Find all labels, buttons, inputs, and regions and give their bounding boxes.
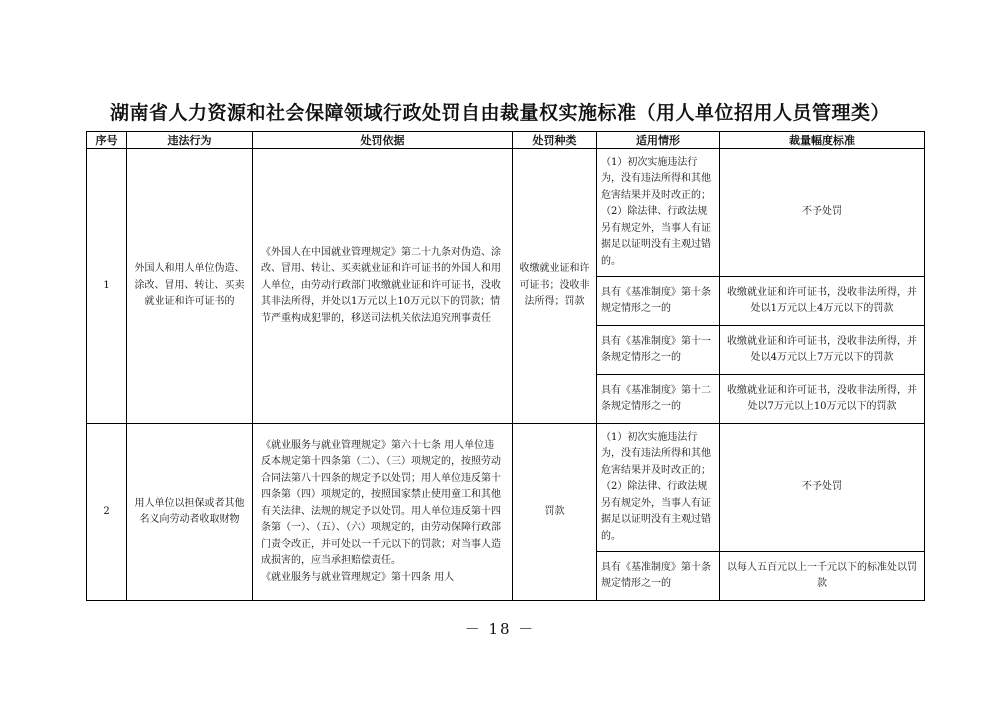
- header-condition: 适用情形: [597, 132, 720, 149]
- row-standard: 收缴就业证和许可证书，没收非法所得，并处以4万元以上7万元以下的罚款: [720, 326, 925, 375]
- header-basis: 处罚依据: [253, 132, 513, 149]
- row-condition: 具有《基准制度》第十条规定情形之一的: [597, 277, 720, 326]
- row-standard: 收缴就业证和许可证书，没收非法所得，并处以1万元以上4万元以下的罚款: [720, 277, 925, 326]
- row-condition: 具有《基准制度》第十二条规定情形之一的: [597, 375, 720, 424]
- header-violation: 违法行为: [127, 132, 253, 149]
- table-row: [87, 424, 925, 552]
- row-violation: 外国人和用人单位伪造、涂改、冒用、转让、买卖就业证和许可证书的: [127, 149, 253, 424]
- header-type: 处罚种类: [513, 132, 597, 149]
- row-condition: 具有《基准制度》第十一条规定情形之一的: [597, 326, 720, 375]
- row-penalty-type: 收缴就业证和许可证书；没收非法所得；罚款: [513, 149, 597, 424]
- row-seq: 2: [87, 424, 127, 601]
- row-condition: （1）初次实施违法行为，没有违法所得和其他危害结果并及时改正的； （2）除法律、行政法规另有规定外，当事人有证据足以证明没有主观过错的。: [597, 149, 720, 277]
- row-standard: 收缴就业证和许可证书，没收非法所得，并处以7万元以上10万元以下的罚款: [720, 375, 925, 424]
- row-basis: 《外国人在中国就业管理规定》第二十九条对伪造、涂改、冒用、转让、买卖就业证和许可证书的外国人和用人单位，由劳动行政部门收缴就业证和许可证书，没收其非法所得，并处以1万元以上10万元以下的罚款；情节严重构成犯罪的，移送司法机关依法追究刑事责任: [253, 149, 513, 424]
- row-condition: 具有《基准制度》第十条规定情形之一的: [597, 552, 720, 601]
- row-basis: 《就业服务与就业管理规定》第六十七条 用人单位违反本规定第十四条第（二）、（三）项规定的，按照劳动合同法第八十四条的规定予以处罚；用人单位违反第十四条第（四）项规定的，按照国家禁止使用童工和其他有关法律、法规的规定予以处罚。用人单位违反第十四条第（一）、（五）、（六）项规定的，由劳动保障行政部门责令改正，并可处以一千元以下的罚款；对当事人造成损害的，应当承担赔偿责任。 《就业服务与就业管理规定》第十四条 用人: [253, 424, 513, 601]
- header-seq: 序号: [87, 132, 127, 149]
- row-seq: 1: [87, 149, 127, 424]
- row-standard: 不予处罚: [720, 149, 925, 277]
- row-standard: 以每人五百元以上一千元以下的标准处以罚款: [720, 552, 925, 601]
- row-standard: 不予处罚: [720, 424, 925, 552]
- row-penalty-type: 罚款: [513, 424, 597, 601]
- row-condition: （1）初次实施违法行为，没有违法所得和其他危害结果并及时改正的； （2）除法律、行政法规另有规定外，当事人有证据足以证明没有主观过错的。: [597, 424, 720, 552]
- document-title: 湖南省人力资源和社会保障领域行政处罚自由裁量权实施标准（用人单位招用人员管理类）: [109, 102, 890, 124]
- row-violation: 用人单位以担保或者其他名义向劳动者收取财物: [127, 424, 253, 601]
- page-number: － 18 －: [464, 620, 536, 638]
- table-header-row: [87, 132, 925, 149]
- table-row: [87, 149, 925, 277]
- header-standard: 裁量幅度标准: [720, 132, 925, 149]
- penalty-standard-table: [86, 131, 925, 601]
